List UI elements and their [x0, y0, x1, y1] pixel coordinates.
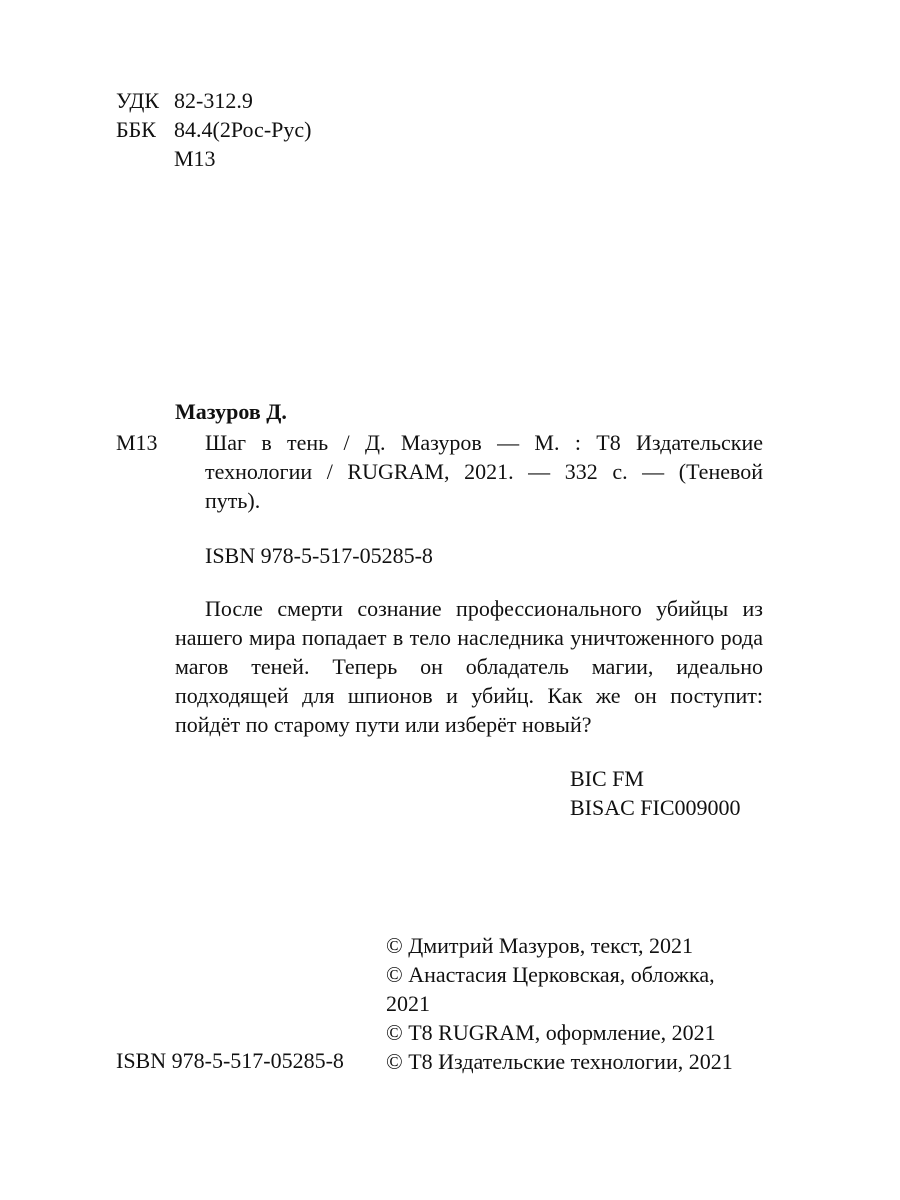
udk-row — [116, 86, 311, 115]
classification-block — [116, 86, 311, 173]
bbk-value: 84.4(2Рос-Рус) — [174, 117, 312, 142]
subject-codes — [570, 764, 741, 822]
isbn-main: ISBN 978-5-517-05285-8 — [205, 543, 433, 568]
copyright-line: © Т8 RUGRAM, оформление, 2021 — [386, 1020, 716, 1045]
annotation-block — [175, 594, 763, 739]
bbk-label: ББК — [116, 117, 156, 142]
classification-author-mark: М13 — [174, 146, 216, 171]
copyright-line: 2021 — [386, 991, 430, 1016]
bibliographic-line: технологии / RUGRAM, 2021. — 332 с. — (Теневой — [205, 459, 763, 484]
annotation-text: После смерти сознание профессионального убийцы из нашего мира попадает в тело наследника уничтоженного рода магов теней. Теперь он обладатель магии, идеально подходящей для шпионов и убийц. Как же он поступит: пойдёт по старому пути или изберёт новый? — [175, 596, 763, 737]
copyright-line: © Т8 Издательские технологии, 2021 — [386, 1049, 733, 1074]
bic-code: BIC FM — [570, 766, 644, 791]
copyright-block — [386, 931, 776, 1076]
copyright-line: © Анастасия Церковская, обложка, — [386, 962, 715, 987]
isbn-footer: ISBN 978-5-517-05285-8 — [116, 1048, 344, 1073]
bbk-row — [116, 115, 311, 144]
udk-label: УДК — [116, 88, 160, 113]
bibliographic-line: путь). — [205, 488, 261, 513]
author-mark: М13 — [116, 430, 158, 455]
author-heading: Мазуров Д. — [175, 399, 287, 424]
copyright-line: © Дмитрий Мазуров, текст, 2021 — [386, 933, 694, 958]
bibliographic-line: Шаг в тень / Д. Мазуров — М. : Т8 Издательские — [205, 430, 763, 455]
udk-value: 82-312.9 — [174, 88, 253, 113]
bibliographic-description — [205, 428, 763, 515]
bisac-code: BISAC FIC009000 — [570, 795, 741, 820]
